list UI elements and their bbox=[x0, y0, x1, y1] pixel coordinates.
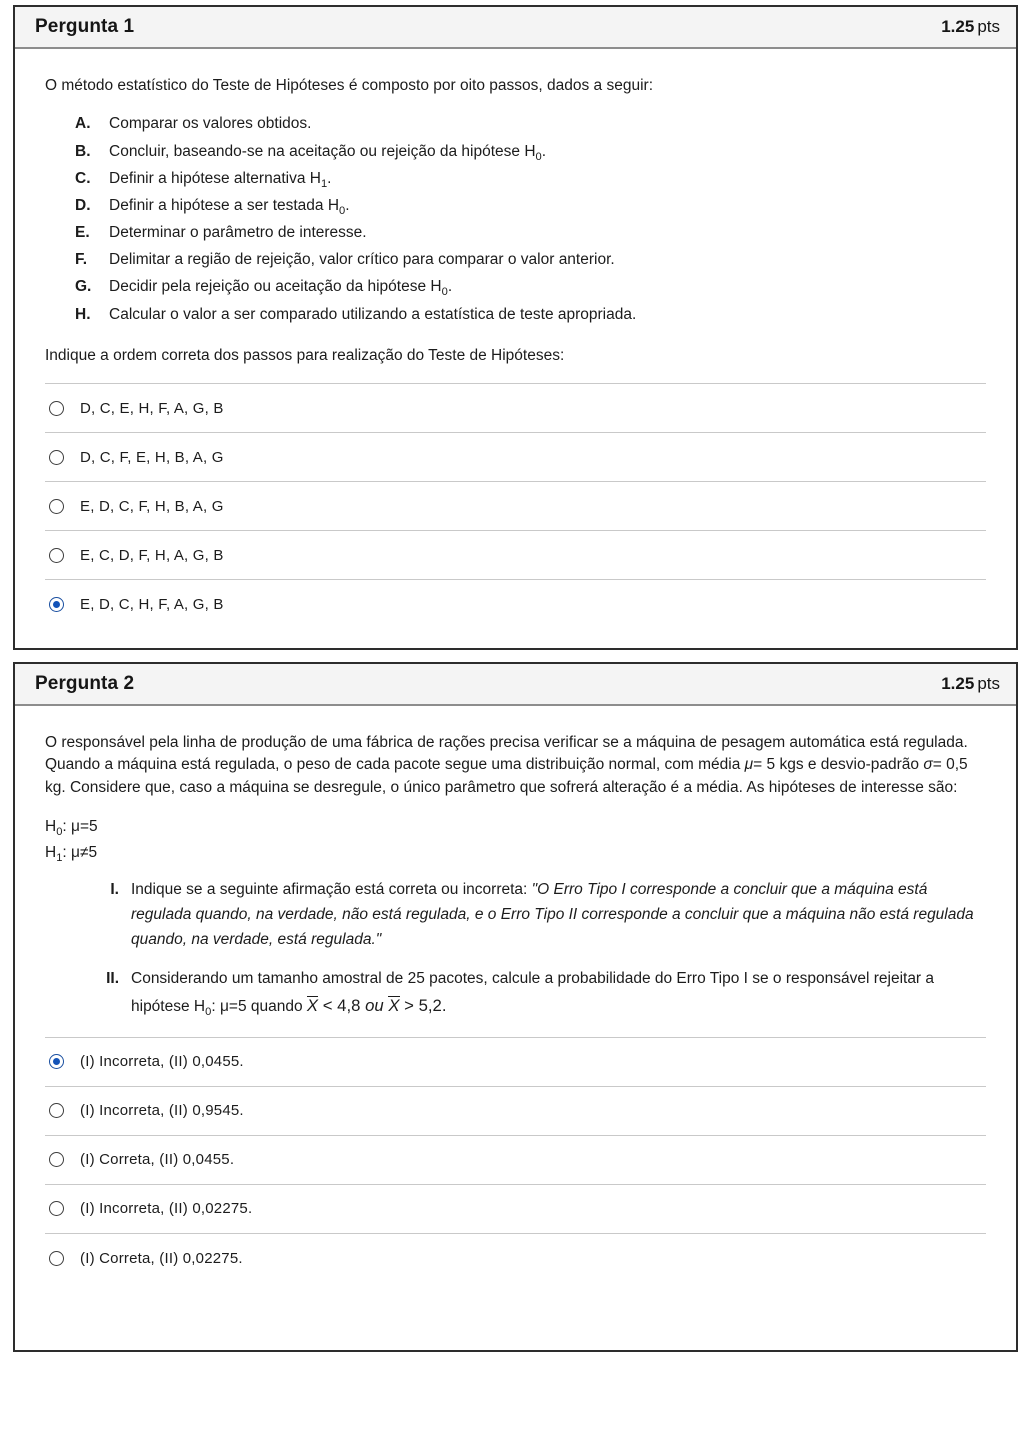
step-marker: A. bbox=[75, 115, 91, 133]
answer-option-2-3[interactable] bbox=[45, 1136, 986, 1185]
question-2-points-unit: pts bbox=[977, 674, 1000, 693]
step-text: Definir a hipótese alternativa $H_1$. bbox=[109, 169, 332, 190]
step-marker: G. bbox=[75, 278, 92, 296]
answer-option-1-4[interactable] bbox=[45, 531, 986, 580]
radio-button-icon[interactable] bbox=[49, 1201, 64, 1216]
answer-option-label: (I) Correta, (II) 0,02275. bbox=[80, 1249, 243, 1267]
answer-option-label: E, D, C, H, F, A, G, B bbox=[80, 596, 224, 614]
step-item bbox=[75, 274, 986, 301]
answer-option-2-1[interactable] bbox=[45, 1038, 986, 1087]
answer-option-2-5[interactable] bbox=[45, 1234, 986, 1283]
question-1-points-value: 1.25 bbox=[941, 17, 975, 36]
question-2-roman-list bbox=[45, 877, 986, 1021]
answer-option-1-1[interactable] bbox=[45, 384, 986, 433]
roman-item-2 bbox=[87, 966, 986, 1020]
answer-option-label: (I) Incorreta, (II) 0,9545. bbox=[80, 1102, 244, 1120]
radio-button-icon[interactable] bbox=[49, 1251, 64, 1266]
radio-button-icon[interactable] bbox=[49, 1152, 64, 1167]
question-1-title: Pergunta 1 bbox=[35, 16, 135, 37]
roman-item-1 bbox=[87, 877, 986, 952]
step-item bbox=[75, 193, 986, 220]
question-1-closing: Indique a ordem correta dos passos para realização do Teste de Hipóteses: bbox=[45, 346, 565, 364]
answer-option-label: E, C, D, F, H, A, G, B bbox=[80, 546, 224, 564]
x-bar-symbol: X bbox=[388, 995, 400, 1015]
question-2-title: Pergunta 2 bbox=[35, 673, 135, 694]
hypothesis-null: $H_0$: μ=5 bbox=[45, 818, 98, 839]
roman-item-text: Considerando um tamanho amostral de 25 pacotes, calcule a probabilidade do Erro Tipo I se o responsável rejeitar a hipótese $H_0$: μ=5 quando X < 4,8 ou X > 5,2. bbox=[131, 970, 935, 1018]
step-marker: F. bbox=[75, 251, 88, 269]
roman-marker: I. bbox=[110, 881, 119, 899]
question-1-options bbox=[45, 383, 986, 629]
answer-option-label: D, C, E, H, F, A, G, B bbox=[80, 399, 224, 417]
question-card-2 bbox=[13, 662, 1018, 1352]
step-marker: B. bbox=[75, 142, 91, 160]
roman-item-text: Indique se a seguinte afirmação está correta ou incorreta: "O Erro Tipo I corresponde a concluir que a máquina está regulada quando, na verdade, não está regulada, e o Erro Tipo II corresponde a concluir que a máquina não está regulada quando, na verdade, está regulada." bbox=[131, 881, 974, 949]
question-2-points bbox=[941, 674, 1000, 694]
question-2-body bbox=[15, 706, 1016, 1283]
step-item bbox=[75, 139, 986, 166]
question-2-points-value: 1.25 bbox=[941, 674, 975, 693]
radio-button-icon[interactable] bbox=[49, 499, 64, 514]
answer-option-label: (I) Incorreta, (II) 0,02275. bbox=[80, 1200, 253, 1218]
question-2-paragraph: O responsável pela linha de produção de uma fábrica de rações precisa verificar se a máquina de pesagem automática está regulada. Quando a máquina está regulada, o peso de cada pacote segue uma distribuição normal, com média μ= 5 kgs e desvio-padrão σ= 0,5 kg. Considere que, caso a máquina se desregule, o único parâmetro que sofrerá alteração é a média. As hipóteses de interesse são: bbox=[45, 734, 968, 796]
question-1-header bbox=[15, 7, 1016, 49]
radio-button-selected-icon[interactable] bbox=[49, 1054, 64, 1069]
question-2-options bbox=[45, 1037, 986, 1283]
answer-option-2-4[interactable] bbox=[45, 1185, 986, 1234]
x-bar-symbol: X bbox=[306, 995, 319, 1015]
question-1-intro: O método estatístico do Teste de Hipóteses é composto por oito passos, dados a seguir: bbox=[45, 77, 654, 94]
answer-option-1-5[interactable] bbox=[45, 580, 986, 629]
question-2-hypotheses bbox=[45, 815, 986, 867]
radio-button-icon[interactable] bbox=[49, 401, 64, 416]
answer-option-1-3[interactable] bbox=[45, 482, 986, 531]
answer-option-label: (I) Correta, (II) 0,0455. bbox=[80, 1151, 235, 1169]
answer-option-2-2[interactable] bbox=[45, 1087, 986, 1136]
question-1-points bbox=[941, 17, 1000, 37]
step-item bbox=[75, 220, 986, 247]
answer-option-1-2[interactable] bbox=[45, 433, 986, 482]
hypothesis-alternative: $H_1$: μ≠5 bbox=[45, 844, 98, 865]
answer-option-label: (I) Incorreta, (II) 0,0455. bbox=[80, 1053, 244, 1071]
step-text: Definir a hipótese a ser testada $H_0$. bbox=[109, 196, 350, 218]
step-marker: E. bbox=[75, 224, 90, 242]
step-item bbox=[75, 302, 986, 329]
question-1-steps-list bbox=[45, 111, 986, 328]
radio-button-icon[interactable] bbox=[49, 450, 64, 465]
roman-marker: II. bbox=[106, 970, 119, 988]
question-card-1 bbox=[13, 5, 1018, 650]
radio-button-selected-icon[interactable] bbox=[49, 597, 64, 612]
step-text: Comparar os valores obtidos. bbox=[109, 115, 312, 133]
question-2-header bbox=[15, 664, 1016, 706]
step-item bbox=[75, 247, 986, 274]
step-marker: H. bbox=[75, 305, 91, 323]
question-1-body bbox=[15, 49, 1016, 629]
step-text: Determinar o parâmetro de interesse. bbox=[109, 224, 367, 242]
step-marker: C. bbox=[75, 169, 91, 187]
radio-button-icon[interactable] bbox=[49, 548, 64, 563]
step-text: Delimitar a região de rejeição, valor crítico para comparar o valor anterior. bbox=[109, 251, 615, 269]
step-marker: D. bbox=[75, 196, 91, 214]
step-text: Calcular o valor a ser comparado utilizando a estatística de teste apropriada. bbox=[109, 305, 637, 323]
step-text: Concluir, baseando-se na aceitação ou rejeição da hipótese $H_0$. bbox=[109, 142, 547, 163]
answer-option-label: D, C, F, E, H, B, A, G bbox=[80, 448, 224, 466]
step-item bbox=[75, 166, 986, 193]
radio-button-icon[interactable] bbox=[49, 1103, 64, 1118]
step-item bbox=[75, 111, 986, 138]
question-1-points-unit: pts bbox=[977, 17, 1000, 36]
answer-option-label: E, D, C, F, H, B, A, G bbox=[80, 497, 224, 515]
step-text: Decidir pela rejeição ou aceitação da hipótese $H_0$. bbox=[109, 278, 453, 299]
